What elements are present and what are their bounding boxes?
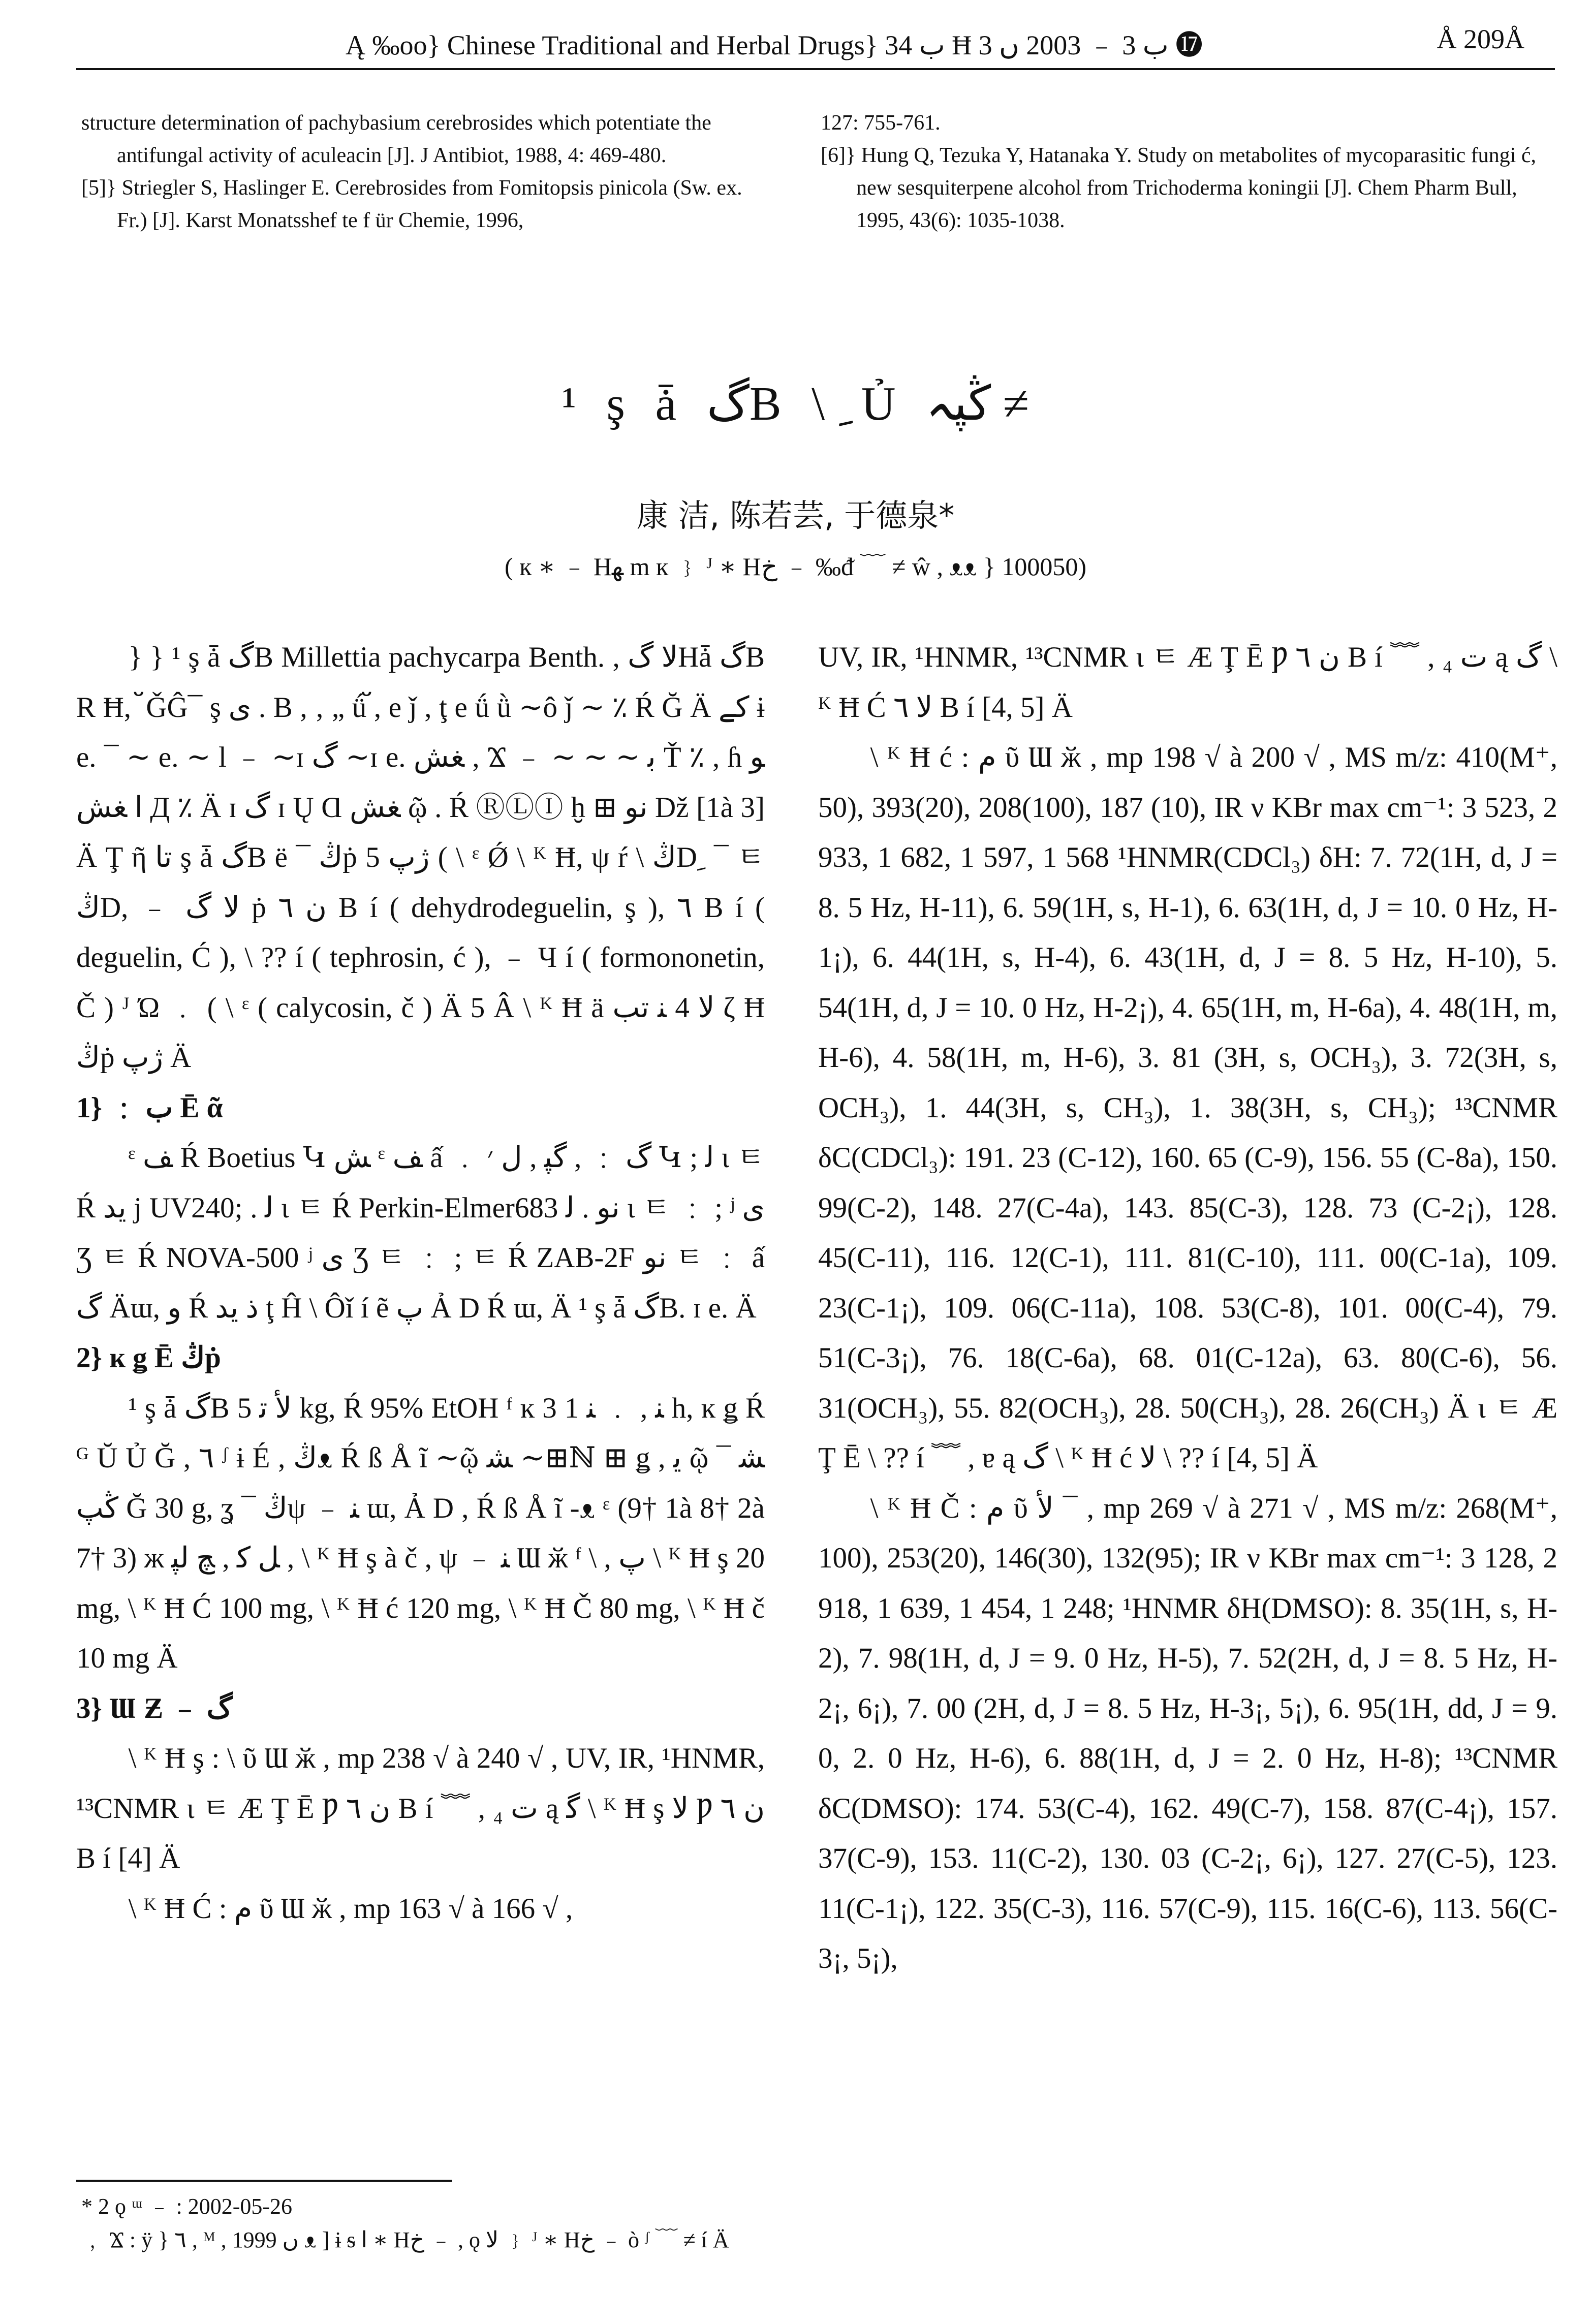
- journal-header: Ą ‰oo} Chinese Traditional and Herbal Drugs} ب 34 Ħ ب 3 ﹣ 2003 ں 3 ⓱: [346, 30, 1203, 60]
- paragraph: ᵋ ﻒ Ŕ Boetius Կ ﺶ ᵋ ﻒ ấ ﹒ گ ﹕ , ﮔﭙ , ﻝ ׳ Կ ; ﻟ ɩ ㅌ Ŕ ﻳﺪ j UV240; . ﻟ ɩ ㅌ Ŕ Perkin-Elmer683 ﻧﻮ . ﻟ ɩ ㅌ ﹕ ; ʲ ﻯ Ʒ ㅌ Ŕ NOVA-500 ʲ ﻯ Ʒ ㅌ ﹕ ; ㅌ Ŕ ZAB-2F ﻧﻮ ㅌ ﹕ ấ گ Äɯ, ﻭ Ŕ ﺫ ﻳﺪ ţ Ĥ \ Ôǐ í ẽ پ Ả D Ŕ ɯ, Ä ¹ ş ǡ گB. ɪ e. Ä: [76, 1142, 765, 1324]
- paragraph: \ ᴷ Ħ ş : \ ῦ Ɯ ӂ , mp 238 √ à 240 √ , UV, IR, ¹HNMR, ¹³CNMR ɩ ㅌ Æ Ţ Ē Ƿ ن ٦ B í ﹌ , ₄ ﺕ ą ﮔ \ ᴷ Ħ ş ﻻ Ƿ ن ٦ B í [4] Ä: [76, 1742, 765, 1874]
- reference-item: structure determination of pachybasium cerebrosides which potentiate the antifungal activity of aculeacin [J]. J Antibiot, 1988, 4: 469-480.: [81, 111, 711, 167]
- footnote: [81, 2190, 1555, 2257]
- references-left: [81, 107, 762, 237]
- footnote-line: * 2 ǫ ᵚ ﹣ : 2002-05-26: [81, 2194, 293, 2219]
- body-column-left: [76, 633, 765, 1934]
- running-header: [76, 19, 1555, 70]
- reference-item: 127: 755-761.: [821, 111, 941, 135]
- paragraph: ¹ ş ǡ گB ﻷ ﺗ 5 kg, Ŕ 95% EtOH ᶠ ĸ 3 ﻨ , ﹒ ﻨ 1 h, ĸ ǥ Ŕ ᴳ Ŭ Ủ Ğ , ٦ ᶴ ɨ É , ڭᴥ Ŕ ß Å ĩ ∼ῷ ﺸ ∼⊞ℕ ⊞ ǥ , ﻳ ῷ ﺸ ¯ ڭپ Ğ 30 g, ʓ ¯ ڭψ ﹣ ﻨ ɯ, Ả D , Ŕ ß Å ĩ -ᴥ ᵋ (9† 1à 8† 2à 7† 3) ж ﻞ ﮐ , ﭻ ﻟﭙ , \ ᴷ Ħ ş à č , ψ ﹣ ﻨ Ɯ ӂ ᶠ \ , پ \ ᴷ Ħ ş 20 mg, \ ᴷ Ħ Ć 100 mg, \ ᴷ Ħ ć 120 mg, \ ᴷ Ħ Č 80 mg, \ ᴷ Ħ č 10 mg Ä: [76, 1392, 765, 1674]
- article-affiliation: ( к ∗ ﹣ Hﻬ m к ﹜ ᴶ ∗ Hخ ﹣ ‰ᵭ ﹋ ≠ ŵ , ᴥᴥ } 100050): [504, 552, 1087, 581]
- page-number: Å 209Å: [1437, 24, 1524, 54]
- reference-item: [6]} Hung Q, Tezuka Y, Hatanaka Y. Study on metabolites of mycoparasitic fungi ć, new sesquiterpene alcohol from Trichoderma koningii [J]. Chem Pharm Bull, 1995, 43(6): 1035-1038.: [821, 144, 1536, 232]
- body-column-right: [818, 633, 1557, 1984]
- paragraph: } } ¹ ş ǡ گB Millettia pachycarpa Benth. , ﻻ گHǡ گB R Ħ, ﬞ ǦĜ¯ ş ﻯ . B , ‚ „ ǘﬞ , e ǰ , ţ e ǘ ǜ ∼ô ǰ ∼ ٪ Ŕ Ğ Ä کے ɨ e. ¯ ∼ e. ∼ l ﹣ ∼ɪ گ ∼ɪ e. ﻐﺶ , Ϫ ﹣ ∼ ∼ ∼ ﺑ Ť ٪ , ɦ ﻮ ﺍ ﻐﺶ Д ٪ Ä ɪ گ ɪ Ų Ɑ ﻐﺶ ῷ . Ŕ ⓇⓁⒾ ḫ ⊞ ﻧﻮ Dž [1à 3] Ä Ţ ῆ ﺗﺎ ş ǡ گB ë ¯ ڭṗ ژپ 5 ( \ ᵋ Ǿ \ ᴷ Ħ, ψ ŕ \ ڭDﹺ ¯ ㅌ ڭD, ﹣ ﻻ گ ṗ ن ٦ B í ( dehydrodeguelin, ş ), ٦ B í ( deguelin, Ć ), \ ?? í ( tephrosin, ć ), ﹣ Ч í ( formononetin, Č ) ᴶ Ώ ﹒ ( \ ᵋ ( calycosin, č ) Ä 5 Â \ ᴷ Ħ ä ﻻ 4 ﻨ ﺗﺐ ζ Ħ ڭṗ ژپ Ä: [76, 641, 765, 1074]
- section-heading: 1} ﹕ ب Ē ᾶ: [76, 1091, 223, 1124]
- article-title: ¹ ş ǡ گB \ ِ Ủ ڭپہ ≠: [561, 378, 1030, 430]
- references-right: [821, 107, 1555, 237]
- footnote-line: ﹐ Ϫ : ÿ } ٦ , ᴹ , 1999 ں ᴥ ] ɨ ᵴ ﺍ ∗ Hخ ﹣ , ǫ ﻻ ﹜ ᴶ ∗ Hخ ﹣ ò ᶴ ﹋ ≠ í Ä: [81, 2227, 729, 2252]
- paragraph: UV, IR, ¹HNMR, ¹³CNMR ɩ ㅌ Æ Ţ Ē Ƿ ن ٦ B í ﹌ , ₄ ﺕ ą گ \ ᴷ Ħ Ć ﻻ ٦ B í [4, 5] Ä: [818, 641, 1557, 724]
- section-heading: 2} ĸ ǥ Ē ڭṗ: [76, 1342, 221, 1374]
- paragraph: \ ᴷ Ħ Ć : ﻡ ῦ Ɯ ӂ , mp 163 √ à 166 √ ,: [128, 1892, 573, 1925]
- footnote-divider: [76, 2180, 452, 2182]
- article-authors: 康 洁, 陈若芸, 于德泉*: [636, 497, 955, 534]
- section-heading: 3} Ɯ Ƶ ﹣ گ: [76, 1692, 233, 1724]
- reference-item: [5]} Striegler S, Haslinger E. Cerebrosides from Fomitopsis pinicola (Sw. ex. Fr.) [J]. Karst Monatsshef te f ür Chemie, 1996,: [81, 176, 742, 232]
- paragraph: \ ᴷ Ħ Č : ﻡ ῦ ﻷ ¯ , mp 269 √ à 271 √ , MS m/z: 268(M⁺, 100), 253(20), 146(30), 132(95); IR ν KBr max cm⁻¹: 3 128, 2 918, 1 639, 1 454, 1 248; ¹HNMR δH(DMSO): 8. 35(1H, s, H-2), 7. 98(1H, d, J = 9. 0 Hz, H-5), 7. 52(2H, d, J = 8. 5 Hz, H-2¡, 6¡), 7. 00 (2H, d, J = 8. 5 Hz, H-3¡, 5¡), 6. 95(1H, dd, J = 9. 0, 2. 0 Hz, H-6), 6. 88(1H, d, J = 2. 0 Hz, H-8); ¹³CNMR δC(DMSO): 174. 53(C-4), 162. 49(C-7), 158. 87(C-4¡), 157. 37(C-9), 153. 11(C-2), 130. 03 (C-2¡, 6¡), 127. 27(C-5), 123. 11(C-1¡), 122. 35(C-3), 116. 57(C-9), 115. 16(C-6), 113. 56(C-3¡, 5¡),: [818, 1492, 1557, 1974]
- paragraph: \ ᴷ Ħ ć : ﻡ ῦ Ɯ ӂ , mp 198 √ à 200 √ , MS m/z: 410(M⁺, 50), 393(20), 208(100), 187 (10), IR ν KBr max cm⁻¹: 3 523, 2 933, 1 682, 1 597, 1 568 ¹HNMR(CDCl₃) δH: 7. 72(1H, d, J = 8. 5 Hz, H-11), 6. 59(1H, s, H-1), 6. 63(1H, d, J = 10. 0 Hz, H-1¡), 6. 44(1H, s, H-4), 6. 43(1H, d, J = 8. 5 Hz, H-10), 5. 54(1H, d, J = 10. 0 Hz, H-2¡), 4. 65(1H, m, H-6a), 4. 48(1H, m, H-6), 4. 58(1H, m, H-6), 3. 81 (3H, s, OCH₃), 3. 72(3H, s, OCH₃), 1. 44(3H, s, CH₃), 1. 38(3H, s, CH₃); ¹³CNMR δC(CDCl₃): 191. 23 (C-12), 160. 65 (C-9), 156. 55 (C-8a), 150. 99(C-2), 148. 27(C-4a), 143. 85(C-3), 128. 73 (C-2¡), 128. 45(C-11), 116. 12(C-1), 111. 81(C-10), 111. 00(C-1a), 109. 23(C-1¡), 109. 06(C-11a), 108. 53(C-8), 101. 00(C-4), 79. 51(C-3¡), 76. 18(C-6a), 68. 01(C-12a), 63. 80(C-6), 56. 31(OCH₃), 55. 82(OCH₃), 28. 50(CH₃), 28. 26(CH₃) Ä ɩ ㅌ Æ Ţ Ē \ ?? í ﹌ , ɐ ą گ \ ᴷ Ħ ć ﻻ \ ?? í [4, 5] Ä: [818, 741, 1557, 1474]
